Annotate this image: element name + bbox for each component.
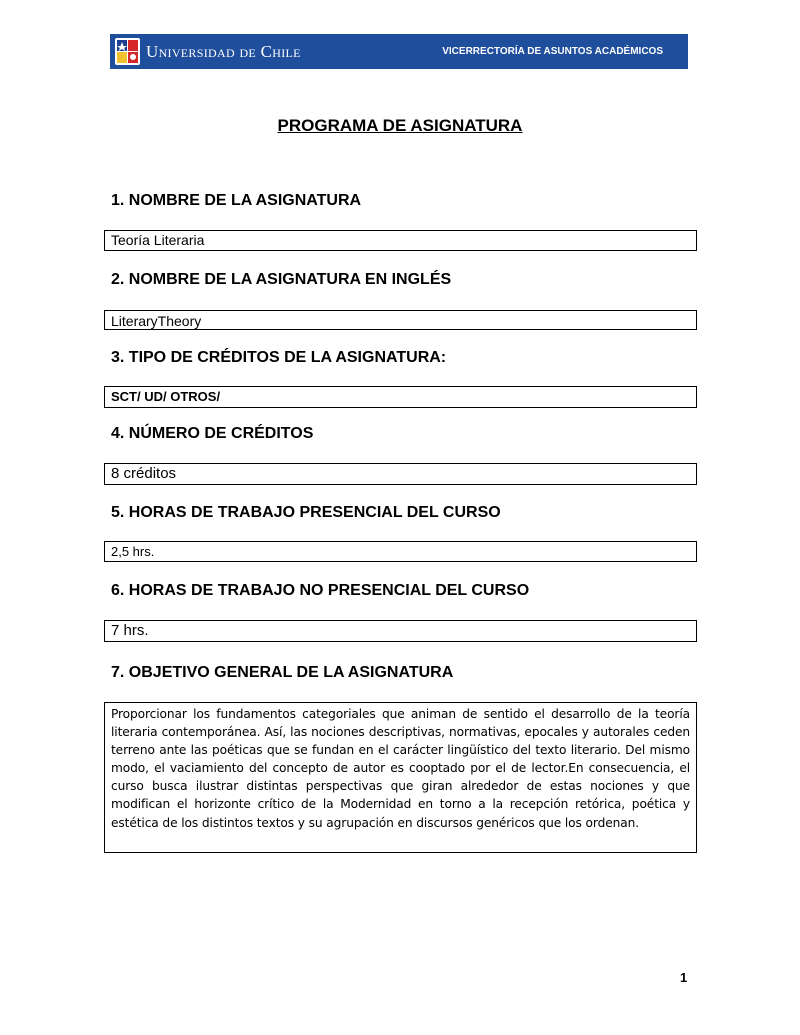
section-value-general-objective: Proporcionar los fundamentos categoriales que animan de sentido el desarrollo de la teoría literaria contemporánea. Así, las nociones descriptivas, normativas, epocales y autorales ceden terreno ante las poéticas que se fundan en el carácter lingüístico del texto literario. Del mismo modo, el vaciamiento del concepto de autor es cooptado por el de lector.En consecuencia, el curso busca ilustrar distintas perspectivas que giran alrededor de estas nociones y que modifican el horizonte crítico de la Modernidad en torno a la recepción retórica, poética y estética de los distintos textos y su agrupación en discursos genéricos que los ordenan. <box>104 702 697 853</box>
page-number: 1 <box>680 970 688 985</box>
section-heading-non-in-person-hours: 6. HORAS DE TRABAJO NO PRESENCIAL DEL CURSO <box>111 582 530 599</box>
section-heading-credits-number: 4. NÚMERO DE CRÉDITOS <box>111 425 314 442</box>
page-title: PROGRAMA DE ASIGNATURA <box>277 116 523 135</box>
department-name: VICERRECTORÍA DE ASUNTOS ACADÉMICOS <box>442 46 663 57</box>
section-value-course-name-english: LiteraryTheory <box>104 310 697 330</box>
section-value-credits-number: 8 créditos <box>104 463 697 485</box>
section-value-non-in-person-hours: 7 hrs. <box>104 620 697 642</box>
section-value-credit-type: SCT/ UD/ OTROS/ <box>104 386 697 408</box>
section-heading-credit-type: 3. TIPO DE CRÉDITOS DE LA ASIGNATURA: <box>111 349 447 366</box>
section-heading-general-objective: 7. OBJETIVO GENERAL DE LA ASIGNATURA <box>111 664 454 681</box>
university-name: Universidad de Chile <box>146 42 301 61</box>
section-heading-in-person-hours: 5. HORAS DE TRABAJO PRESENCIAL DEL CURSO <box>111 504 501 521</box>
section-heading-course-name: 1. NOMBRE DE LA ASIGNATURA <box>111 192 362 209</box>
section-heading-course-name-english: 2. NOMBRE DE LA ASIGNATURA EN INGLÉS <box>111 271 452 288</box>
section-value-in-person-hours: 2,5 hrs. <box>104 541 697 562</box>
university-seal-icon <box>114 37 141 66</box>
section-value-course-name: Teoría Literaria <box>104 230 697 251</box>
header-banner <box>110 34 688 69</box>
